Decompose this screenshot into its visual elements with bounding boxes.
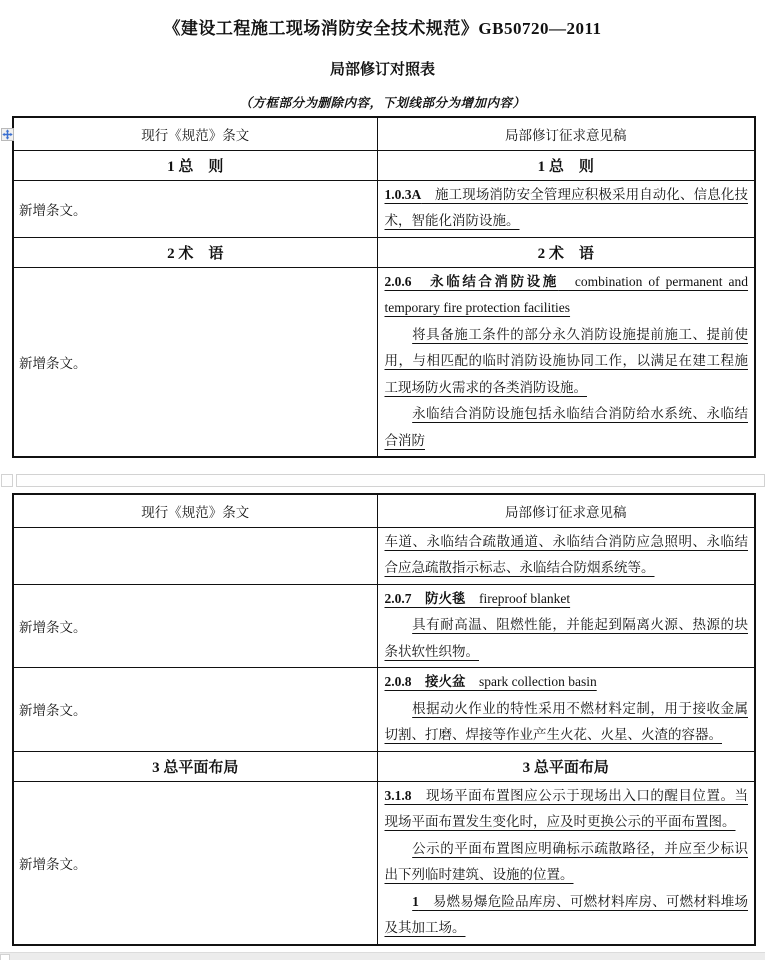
current-code-cell: 新增条文。 <box>13 668 377 752</box>
column-header: 局部修订征求意见稿 <box>377 117 755 150</box>
revision-draft-cell <box>377 527 755 584</box>
revision-paragraph <box>385 401 749 454</box>
header-row <box>13 117 755 150</box>
page-gap-bottom <box>0 952 765 960</box>
section-title-cell: 1 总 则 <box>377 150 755 180</box>
text-segment: 1.0.3A <box>384 186 422 202</box>
text-segment: 施工现场消防安全管理应积极采用自动化、信息化技术，智能化消防设施。 <box>384 186 748 228</box>
revision-paragraph <box>385 586 749 613</box>
text-segment: spark collection basin <box>465 674 597 689</box>
revision-paragraph <box>385 783 749 836</box>
revision-paragraph <box>385 322 749 402</box>
revision-paragraph <box>385 889 749 942</box>
content-row <box>13 781 755 945</box>
text-segment: combination of permanent and temporary fire protection facilities <box>384 273 749 315</box>
section-title-cell: 3 总平面布局 <box>377 751 755 781</box>
revision-paragraph <box>385 696 749 749</box>
revision-draft-cell <box>377 781 755 945</box>
text-segment: 2.0.7 防火毯 <box>384 590 466 606</box>
current-code-cell <box>13 527 377 584</box>
revision-paragraph <box>385 182 749 235</box>
revision-paragraph <box>385 529 749 582</box>
text-segment: 1 <box>412 893 419 909</box>
page-gap-bottom-notch <box>0 954 10 960</box>
content-row <box>13 267 755 457</box>
text-segment: 车道、永临结合疏散通道、永临结合消防应急照明、永临结合应急疏散指示标志、永临结合防烟系统等。 <box>384 533 748 575</box>
current-code-cell: 新增条文。 <box>13 180 377 237</box>
header-row <box>13 494 755 527</box>
page-gap <box>0 474 765 487</box>
page-title: 《建设工程施工现场消防安全技术规范》GB50720—2011 <box>163 19 602 38</box>
content-row <box>13 180 755 237</box>
content-row <box>13 584 755 668</box>
section-title-cell: 3 总平面布局 <box>13 751 377 781</box>
column-header: 现行《规范》条文 <box>13 117 377 150</box>
column-header: 现行《规范》条文 <box>13 494 377 527</box>
text-segment: 将具备施工条件的部分永久消防设施提前施工、提前使用，与相匹配的临时消防设施协同工作，以满足在建工程施工现场防火需求的各类消防设施。 <box>384 326 748 395</box>
content-row <box>13 527 755 584</box>
content-row <box>13 668 755 752</box>
column-header: 局部修订征求意见稿 <box>377 494 755 527</box>
text-segment: 永临结合消防设施包括永临结合消防给水系统、永临结合消防 <box>384 406 748 448</box>
text-segment: 具有耐高温、阻燃性能，并能起到隔离火源、热源的块条状软性织物。 <box>384 617 748 659</box>
section-row <box>13 237 755 267</box>
revision-draft-cell <box>377 584 755 668</box>
section-row <box>13 150 755 180</box>
section-title-cell: 2 术 语 <box>13 237 377 267</box>
revision-paragraph <box>385 612 749 665</box>
page-gap-square <box>1 474 13 487</box>
page-gap-bar <box>16 474 765 487</box>
section-row <box>13 751 755 781</box>
page-subtitle: 局部修订对照表 <box>329 62 435 78</box>
section-title-cell: 2 术 语 <box>377 237 755 267</box>
comparison-table-1 <box>12 116 756 458</box>
revision-paragraph <box>385 269 749 322</box>
text-segment: 易燃易爆危险品库房、可燃材料库房、可燃材料堆场及其加工场。 <box>384 893 748 935</box>
revision-paragraph <box>385 836 749 889</box>
text-segment: 现场平面布置图应公示于现场出入口的醒目位置。当现场平面布置发生变化时，应及时更换公示的平面布置图。 <box>384 787 748 829</box>
comparison-table-2 <box>12 493 756 946</box>
revision-draft-cell <box>377 668 755 752</box>
move-cross-icon <box>2 129 13 140</box>
text-segment: fireproof blanket <box>465 590 571 606</box>
revision-draft-cell <box>377 267 755 457</box>
text-segment: 2.0.6 永临结合消防设施 <box>384 273 559 289</box>
legend-note: （方框部分为删除内容，下划线部分为增加内容） <box>239 96 526 110</box>
table-move-handle[interactable] <box>1 128 14 141</box>
current-code-cell: 新增条文。 <box>13 584 377 668</box>
current-code-cell: 新增条文。 <box>13 267 377 457</box>
text-segment: 公示的平面布置图应明确标示疏散路径，并应至少标识出下列临时建筑、设施的位置。 <box>384 840 748 882</box>
text-segment: 3.1.8 <box>384 787 412 803</box>
text-segment: 2.0.8 接火盆 <box>384 674 466 689</box>
text-segment: 根据动火作业的特性采用不燃材料定制，用于接收金属切割、打磨、焊接等作业产生火花、火星、火渣的容器。 <box>384 700 748 742</box>
revision-draft-cell <box>377 180 755 237</box>
current-code-cell: 新增条文。 <box>13 781 377 945</box>
section-title-cell: 1 总 则 <box>13 150 377 180</box>
revision-paragraph <box>385 669 749 696</box>
